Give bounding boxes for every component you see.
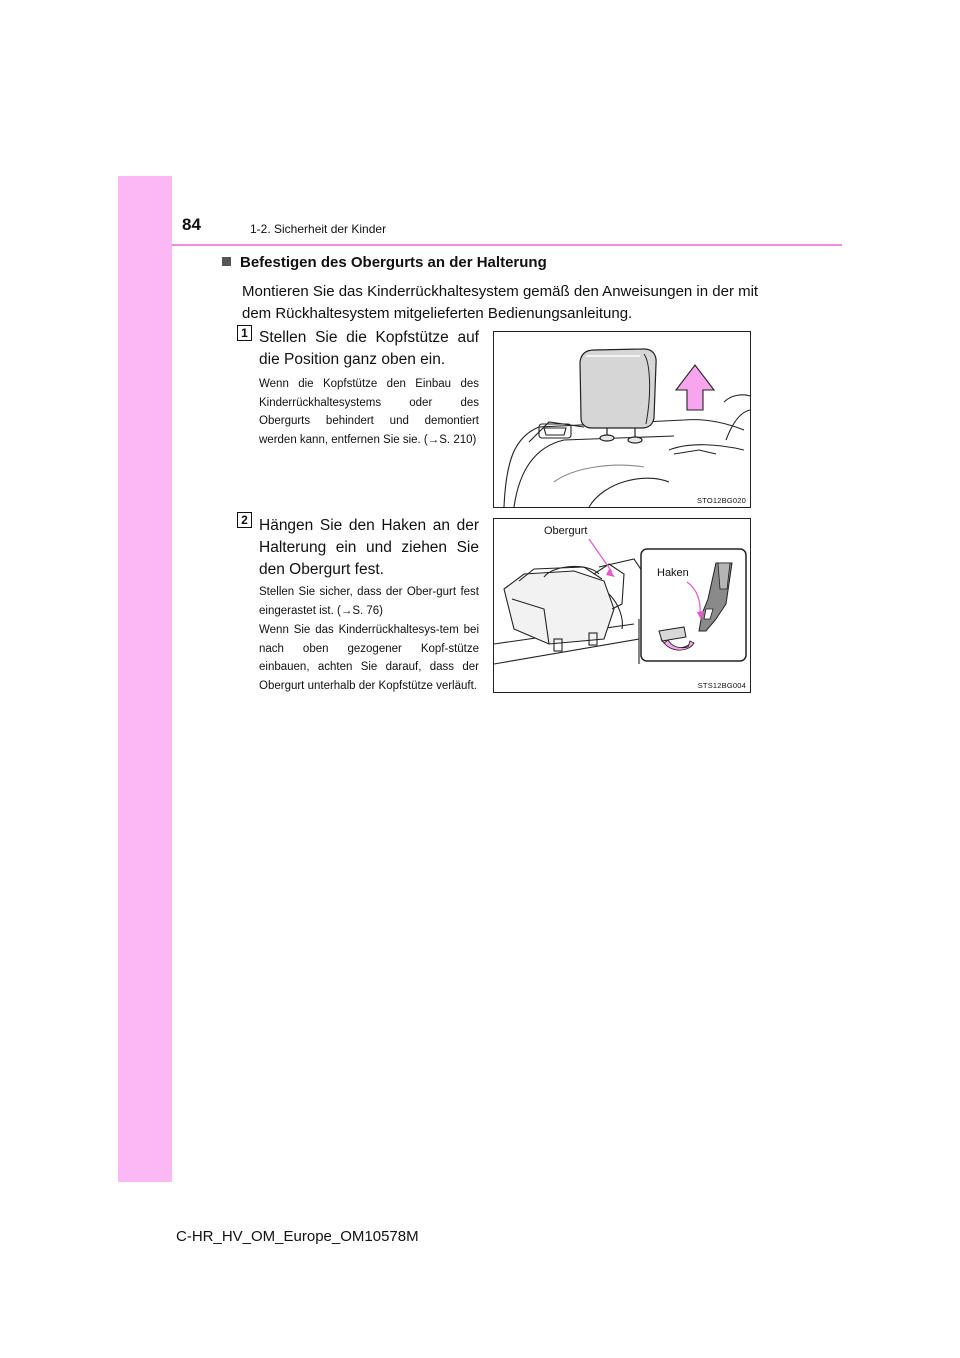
side-color-band <box>118 176 172 1182</box>
figure-headrest <box>493 331 751 508</box>
header-rule <box>172 244 842 246</box>
label-hook: Haken <box>657 567 689 579</box>
up-arrow-icon <box>676 365 714 410</box>
label-top-tether: Obergurt <box>544 525 588 537</box>
step-2-description-2: Wenn Sie das Kinderrückhaltesys-tem bei nach oben gezogener Kopf-stütze einbauen, achten Sie darauf, dass der Obergurt unterhalb der Kopfstütze verläuft. <box>259 624 479 692</box>
document-code: C-HR_HV_OM_Europe_OM10578M <box>176 1228 419 1245</box>
step-number-1: 1 <box>237 325 252 341</box>
figure-2-code: STS12BG004 <box>697 681 746 690</box>
figure-1-code: STO12BG020 <box>697 496 746 505</box>
step-1-title: Stellen Sie die Kopfstütze auf die Position ganz oben ein. <box>259 329 479 368</box>
subsection-heading-text: Befestigen des Obergurts an der Halterung <box>240 254 547 271</box>
figure-top-tether <box>493 518 751 693</box>
page-number: 84 <box>182 215 201 234</box>
section-title: 1-2. Sicherheit der Kinder <box>250 222 387 236</box>
step-2-description-1: Stellen Sie sicher, dass der Ober-gurt fest eingerastet ist. (→S. 76) <box>259 586 479 617</box>
intro-paragraph: Montieren Sie das Kinderrückhaltesystem gemäß den Anweisungen in der mit dem Rückhaltesystem mitgelieferten Bedienungsanleitung. <box>242 283 759 322</box>
top-tether-illustration <box>494 519 750 692</box>
step-1-description: Wenn die Kopfstütze den Einbau des Kinderrückhaltesystems oder des Obergurts behindert und demontiert werden kann, entfernen Sie sie. (→S. 210) <box>259 378 479 446</box>
step-2-title: Hängen Sie den Haken an der Halterung ein und ziehen Sie den Obergurt fest. <box>259 517 479 578</box>
headrest-illustration <box>494 332 750 507</box>
subsection-heading <box>222 254 547 271</box>
step-number-2: 2 <box>237 512 252 528</box>
bullet-square-icon <box>222 257 231 266</box>
